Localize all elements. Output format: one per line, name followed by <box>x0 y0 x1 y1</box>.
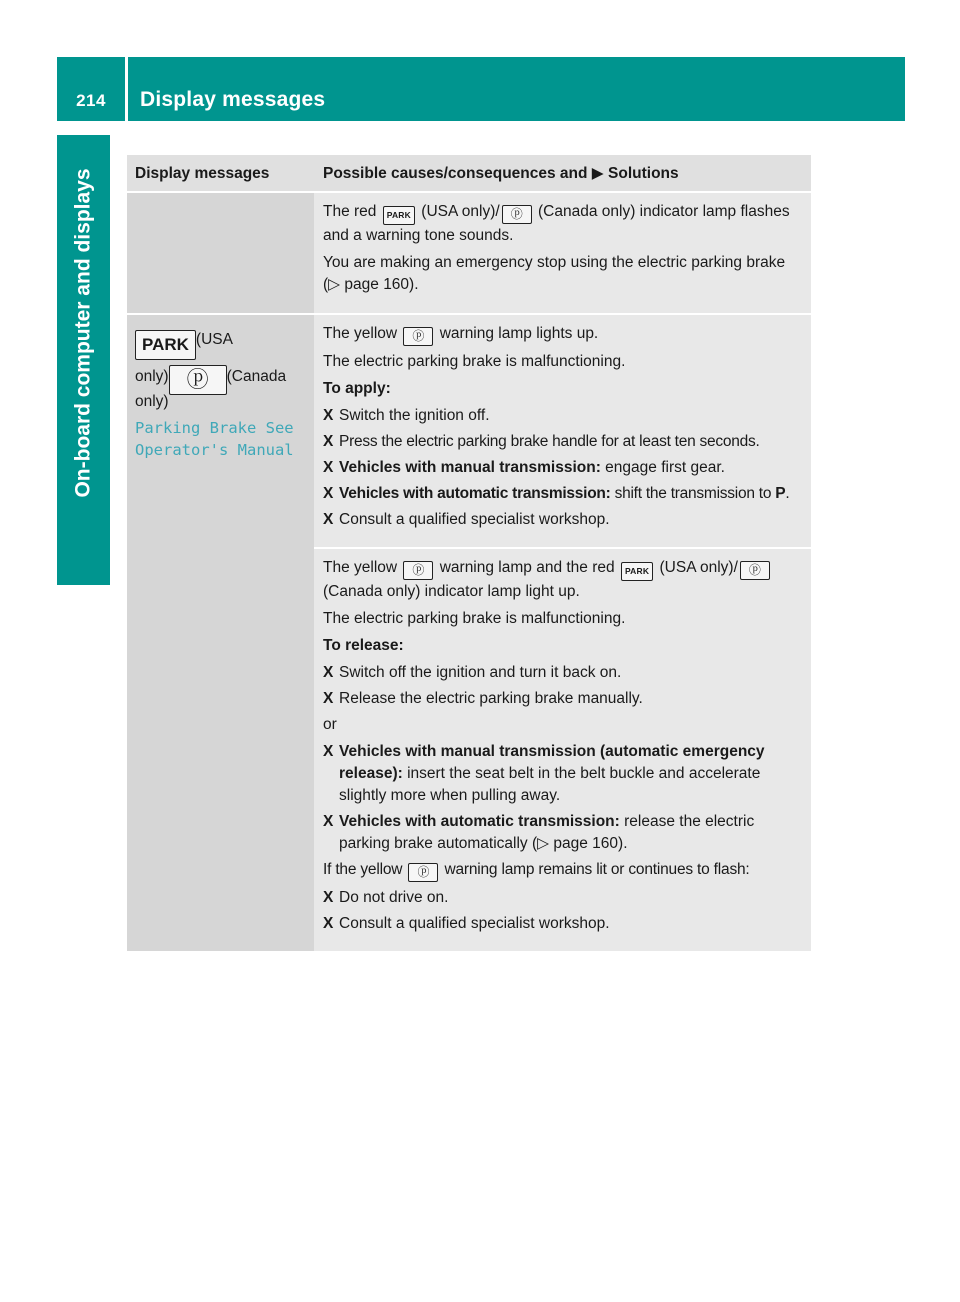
list-item: X Consult a qualified specialist workshop. <box>323 509 803 531</box>
display-text-line-2: Operator's Manual <box>135 441 294 459</box>
table-row <box>127 192 811 314</box>
paragraph: The yellow ⓟ warning lamp lights up. <box>323 323 803 346</box>
list-item: X Consult a qualified specialist workshop. <box>323 913 803 935</box>
paragraph: or <box>323 716 337 733</box>
park-indicator-icon: PARK <box>621 562 653 581</box>
causes-cell <box>314 314 811 548</box>
circle-p-brake-icon: ⓟ <box>740 561 770 580</box>
circle-p-brake-icon: ⓟ <box>403 327 433 346</box>
table-row <box>127 314 811 548</box>
circle-p-brake-icon: ⓟ <box>403 561 433 580</box>
section-heading: To release: <box>323 637 404 654</box>
display-message-cell: PARK (USA only) ⓟ (Canada only) Parking Brake See Operator's Manual <box>127 314 314 951</box>
arrow-bullet-icon: X <box>323 915 334 932</box>
list-item: X Vehicles with automatic transmission: release the electric parking brake automatically (▷ page 160). <box>323 813 755 852</box>
circle-p-brake-icon: ⓟ <box>408 863 438 882</box>
arrow-bullet-icon: X <box>323 433 334 450</box>
list-item: X Switch the ignition off. <box>323 405 803 427</box>
arrow-bullet-icon: X <box>323 485 334 502</box>
paragraph: You are making an emergency stop using the electric parking brake (▷ page 160). <box>323 254 786 293</box>
circle-p-brake-icon: ⓟ <box>169 365 227 395</box>
paragraph: If the yellow ⓟ warning lamp remains lit or continues to flash: <box>323 859 803 882</box>
page-ref-arrow-icon: ▷ <box>328 276 341 293</box>
paragraph: The yellow ⓟ warning lamp and the red PARK (USA only)/ ⓟ (Canada only) indicator lamp light up. <box>323 557 803 603</box>
paragraph: The electric parking brake is malfunctioning. <box>323 353 626 370</box>
page-title: Display messages <box>140 88 326 111</box>
list-item: X Press the electric parking brake handle for at least ten seconds. <box>323 431 803 453</box>
arrow-bullet-icon: X <box>323 690 334 707</box>
list-item: X Vehicles with manual transmission: engage first gear. <box>323 457 803 479</box>
paragraph: The electric parking brake is malfunctioning. <box>323 610 626 627</box>
causes-cell <box>314 548 811 951</box>
paragraph: The red PARK (USA only)/ ⓟ (Canada only) indicator lamp flashes and a warning tone sounds. <box>323 203 790 244</box>
arrow-bullet-icon: X <box>323 459 334 476</box>
col-header-causes: Possible causes/consequences and ▶ Solutions <box>314 155 811 192</box>
section-heading: To apply: <box>323 380 391 397</box>
display-text-line-1: Parking Brake See <box>135 419 294 437</box>
arrow-bullet-icon: X <box>323 813 334 830</box>
list-item: X Vehicles with automatic transmission: shift the transmission to P. <box>323 483 803 505</box>
table-header-row <box>127 155 811 192</box>
list-item: X Do not drive on. <box>323 887 803 909</box>
list-item: X Release the electric parking brake manually. <box>323 688 803 710</box>
arrow-bullet-icon: X <box>323 664 334 681</box>
list-item: X Switch off the ignition and turn it back on. <box>323 662 803 684</box>
country-note: only) <box>135 393 169 410</box>
header-separator <box>125 57 128 121</box>
park-indicator-icon: PARK <box>135 330 196 360</box>
messages-table <box>127 155 811 951</box>
arrow-bullet-icon: X <box>323 743 334 760</box>
arrow-bullet-icon: X <box>323 889 334 906</box>
list-item: X Vehicles with manual transmission (automatic emergency release): insert the seat belt in the belt buckle and accelerate slightly more when pulling away. <box>323 743 765 804</box>
col-header-display-messages: Display messages <box>127 155 314 192</box>
causes-cell <box>314 192 811 314</box>
page-number: 214 <box>76 91 106 110</box>
page-ref-arrow-icon: ▷ <box>537 835 550 852</box>
circle-p-brake-icon: ⓟ <box>502 205 532 224</box>
arrow-bullet-icon: X <box>323 407 334 424</box>
side-tab-label: On-board computer and displays <box>71 167 95 498</box>
empty-message-cell <box>127 192 314 314</box>
park-indicator-icon: PARK <box>383 206 415 225</box>
arrow-bullet-icon: X <box>323 511 334 528</box>
solutions-arrow-icon: ▶ <box>591 165 604 182</box>
